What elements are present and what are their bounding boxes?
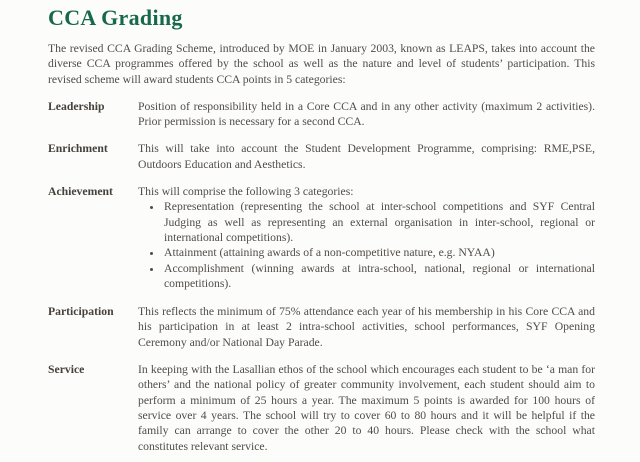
- category-row-enrichment: [48, 141, 595, 172]
- category-row-service: [48, 362, 595, 454]
- achievement-bullet-attainment: • Attainment (attaining awards of a non-competitive nature, e.g. NYAA): [163, 245, 595, 260]
- achievement-bullet-list: [138, 199, 595, 291]
- category-row-participation: [48, 304, 595, 350]
- category-label-participation: Participation: [48, 305, 114, 319]
- achievement-bullet-representation: • Representation (representing the school at inter-school competitions and SYF Central Judging as well as representing an external organisation in inter-school, regional or international competitions).: [163, 199, 595, 245]
- page-title: CCA Grading: [48, 5, 183, 30]
- achievement-bullet-accomplishment: • Accomplishment (winning awards at intra-school, national, regional or international competitions).: [163, 261, 595, 292]
- achievement-intro: This will comprise the following 3 categories:: [138, 185, 354, 199]
- category-description-enrichment: This will take into account the Student Development Programme, comprising: RME,PSE, Outdoors Education and Aesthetics.: [138, 142, 595, 171]
- category-description-achievement: [138, 184, 595, 291]
- category-label-leadership: Leadership: [48, 99, 105, 113]
- category-description-leadership: Position of responsibility held in a Core CCA and in any other activity (maximum 2 activities). Prior permission is necessary for a second CCA.: [138, 99, 595, 129]
- category-description-service: In keeping with the Lasallian ethos of the school which encourages each student to be ‘a man for others’ and the national policy of greater community involvement, each student should aim to perform a minimum of 25 hours a year. The maximum 5 points is awarded for 100 hours of service over 4 years. The school will try to cover 60 to 80 hours and it will be helpful if the family can arrange to cover the other 20 to 40 hours. Please check with the school what constitutes relevant service.: [138, 363, 595, 453]
- category-label-achievement: Achievement: [48, 185, 113, 199]
- category-row-achievement: [48, 184, 595, 291]
- category-label-service: Service: [48, 363, 85, 377]
- category-list: [48, 99, 595, 454]
- category-description-participation: This reflects the minimum of 75% attendance each year of his membership in his Core CCA and his participation in at least 2 intra-school activities, school performances, SYF Opening Ceremony and/or National Day Parade.: [138, 305, 595, 349]
- category-row-leadership: [48, 99, 595, 130]
- category-label-enrichment: Enrichment: [48, 142, 108, 156]
- intro-paragraph: The revised CCA Grading Scheme, introduced by MOE in January 2003, known as LEAPS, takes into account the diverse CCA programmes offered by the school as well as the nature and level of students’ participation. This revised scheme will award students CCA points in 5 categories:: [48, 42, 595, 86]
